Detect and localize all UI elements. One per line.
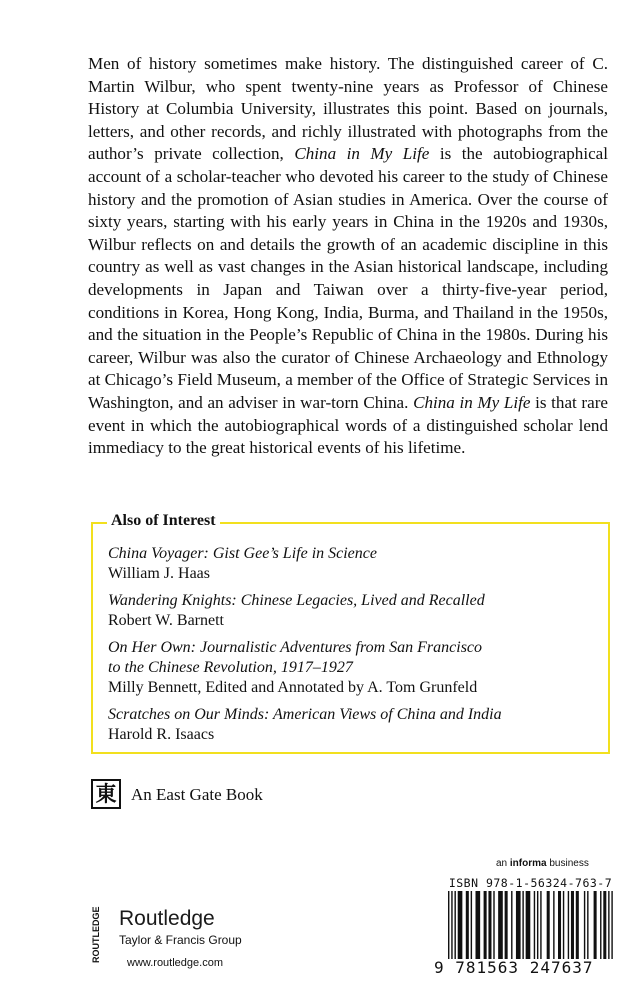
related-book-author: Robert W. Barnett bbox=[108, 612, 224, 629]
barcode-bar bbox=[584, 891, 585, 959]
barcode-bar bbox=[476, 891, 481, 959]
barcode-bar bbox=[547, 891, 550, 959]
related-book-title: China Voyager: Gist Gee’s Life in Science bbox=[108, 545, 377, 562]
east-gate-logo-icon: 東 bbox=[91, 779, 121, 809]
related-book bbox=[108, 638, 482, 698]
informa-tagline: an informa business bbox=[496, 858, 589, 869]
barcode-bar bbox=[587, 891, 588, 959]
publisher-url: www.routledge.com bbox=[127, 957, 223, 969]
barcode-digits: 9 781563 247637 bbox=[434, 958, 594, 977]
barcode-bar bbox=[553, 891, 554, 959]
barcode-bar bbox=[516, 891, 521, 959]
barcode-bar bbox=[576, 891, 579, 959]
related-book-author: Milly Bennett, Edited and Annotated by A. Tom Grunfeld bbox=[108, 679, 478, 696]
related-book-author: Harold R. Isaacs bbox=[108, 726, 215, 743]
barcode-bar bbox=[458, 891, 463, 959]
barcode-bar bbox=[454, 891, 455, 959]
barcode-bar bbox=[571, 891, 574, 959]
barcode-bar bbox=[505, 891, 508, 959]
related-book-title: Scratches on Our Minds: American Views of China and India bbox=[108, 706, 502, 723]
barcode-bar bbox=[493, 891, 494, 959]
barcode-bar bbox=[558, 891, 561, 959]
barcode-bar bbox=[448, 891, 449, 959]
barcode-bar bbox=[511, 891, 512, 959]
barcode-bar bbox=[488, 891, 491, 959]
blurb-text-1: Men of history sometimes make history. The distinguished career of C. Martin Wilbur, who spent twenty-nine years as Professor of Chinese History at Columbia University, illustrates this point. Based on journals, letters, and other records, and richly illustrated with photographs from the author’s private collection, bbox=[88, 54, 608, 164]
publisher-name: Routledge bbox=[119, 907, 215, 930]
barcode-bar bbox=[608, 891, 609, 959]
also-of-interest-box bbox=[91, 512, 610, 754]
related-book-title: On Her Own: Journalistic Adventures from San Francisco bbox=[108, 639, 483, 656]
book-title-inline: China in My Life bbox=[294, 144, 430, 164]
related-book bbox=[108, 705, 502, 745]
barcode-bar bbox=[498, 891, 503, 959]
publisher-logo bbox=[91, 905, 261, 975]
barcode-bar bbox=[522, 891, 523, 959]
barcode-bar bbox=[563, 891, 564, 959]
routledge-mark-icon: ROUTLEDGE bbox=[91, 906, 101, 963]
blurb-text-2: is the autobiographical account of a scholar-teacher who devoted his career to the study of Chinese history and the promotion of Asian studies in America. Over the course of sixty years, starting with his early years in China in the 1920s and 1930s, Wilbur reflects on and details the growth of an academic discipline in this country as well as vast changes in the Asian historical landscape, including developments in Japan and Taiwan over a thirty-five-year period, conditions in Korea, Hong Kong, India, Burma, and Thailand in the 1950s, and the situation in the People’s Republic of China in the 1980s. During his career, Wilbur was also the curator of Chinese Archaeology and Ethnology at Chicago’s Field Museum, a member of the Office of Strategic Services in Washington, and an adviser in war-torn China. bbox=[88, 144, 609, 412]
book-title-inline: China in My Life bbox=[413, 392, 531, 412]
barcode-bar bbox=[603, 891, 606, 959]
barcode-bar bbox=[600, 891, 601, 959]
publisher-group: Taylor & Francis Group bbox=[119, 933, 242, 947]
barcode-bar bbox=[594, 891, 597, 959]
barcode-bar bbox=[611, 891, 612, 959]
related-book bbox=[108, 544, 377, 584]
barcode-bar bbox=[471, 891, 472, 959]
blurb-text-3: is that rare event in which the autobiographical words of a distinguished scholar lend immediacy to the great historical events of his lifetime. bbox=[88, 392, 608, 458]
barcode-bar bbox=[484, 891, 487, 959]
barcode-bar bbox=[540, 891, 541, 959]
description-blurb bbox=[88, 53, 608, 460]
barcode-bar bbox=[568, 891, 569, 959]
related-book-author: William J. Haas bbox=[108, 565, 210, 582]
also-of-interest-heading: Also of Interest bbox=[107, 512, 220, 530]
related-book-title: to the Chinese Revolution, 1917–1927 bbox=[108, 659, 353, 676]
barcode bbox=[448, 891, 613, 959]
barcode-bar bbox=[537, 891, 538, 959]
related-book bbox=[108, 591, 485, 631]
barcode-bar bbox=[451, 891, 452, 959]
barcode-bar bbox=[534, 891, 535, 959]
related-book-title: Wandering Knights: Chinese Legacies, Lived and Recalled bbox=[108, 592, 485, 609]
east-gate-label: An East Gate Book bbox=[131, 785, 263, 804]
isbn-label: ISBN 978-1-56324-763-7 bbox=[448, 876, 613, 890]
barcode-bar bbox=[466, 891, 469, 959]
barcode-bar bbox=[526, 891, 531, 959]
